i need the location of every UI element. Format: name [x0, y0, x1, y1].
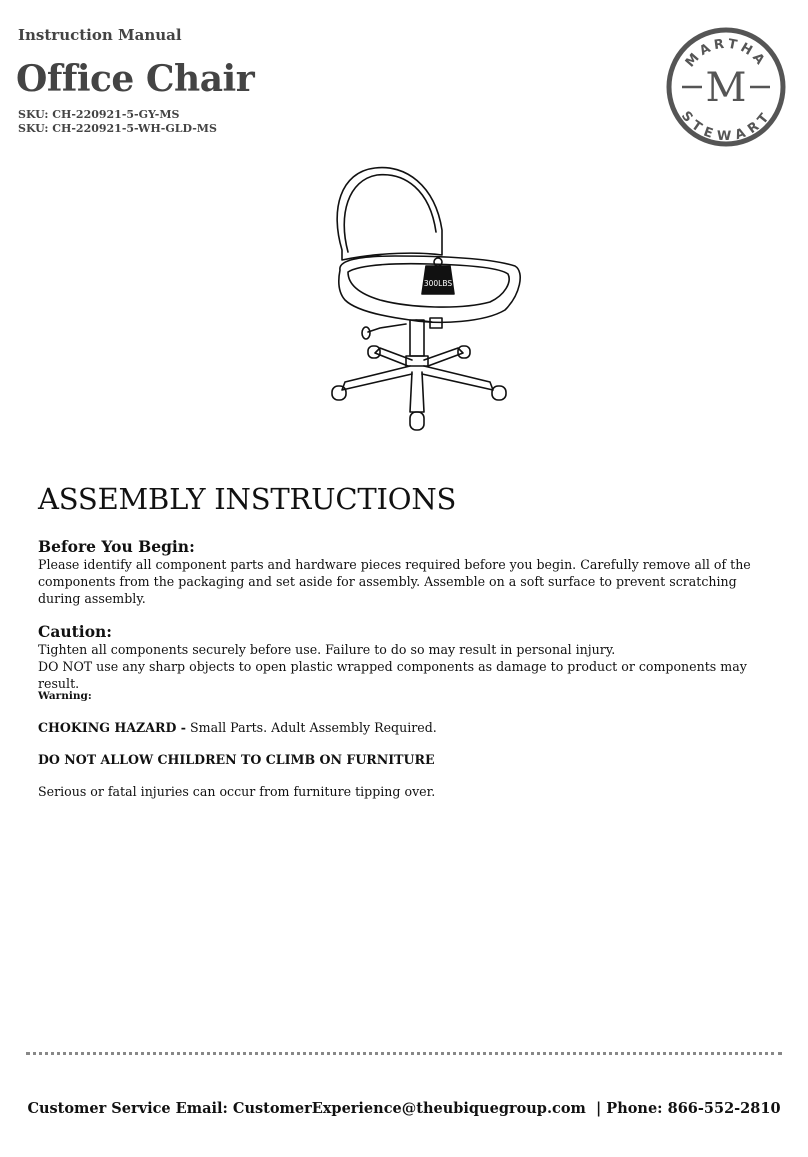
email-address[interactable]: CustomerExperience@theubiquegroup.com [232, 1100, 586, 1117]
caution-line-1: Tighten all components securely before use. Failure to do so may result in personal injury. [38, 642, 616, 657]
caution-text [38, 641, 778, 692]
climb-warning: DO NOT ALLOW CHILDREN TO CLIMB ON FURNITURE [38, 752, 435, 767]
weight-label: 300LBS [423, 279, 453, 288]
footer-separator: | [595, 1100, 602, 1117]
caution-line-2: DO NOT use any sharp objects to open plastic wrapped components as damage to product or components may result. [38, 659, 747, 691]
sku-line-2: SKU: CH-220921-5-WH-GLD-MS [18, 122, 217, 135]
page-title: Office Chair [16, 58, 255, 100]
tip-over-warning: Serious or fatal injuries can occur from furniture tipping over. [38, 784, 436, 799]
office-chair-illustration [320, 160, 530, 440]
before-you-begin-title: Before You Begin: [38, 537, 195, 556]
footer-contact [0, 1100, 808, 1117]
martha-stewart-logo [665, 26, 787, 148]
logo-top-text: MARTHA [682, 36, 770, 71]
choking-hazard-label: CHOKING HAZARD - [38, 720, 187, 735]
svg-text:STEWART [678, 109, 774, 144]
caution-title: Caution: [38, 622, 113, 641]
warning-label: Warning: [38, 690, 92, 702]
logo-bottom-text: STEWART [678, 108, 774, 144]
choking-hazard-text: Small Parts. Adult Assembly Required. [186, 720, 437, 735]
footer-divider [26, 1052, 782, 1055]
choking-hazard-warning [38, 720, 437, 735]
sku-line-1: SKU: CH-220921-5-GY-MS [18, 108, 180, 121]
email-label: Customer Service Email: [27, 1100, 228, 1117]
logo-monogram: M [705, 65, 747, 111]
document-kind: Instruction Manual [18, 26, 182, 44]
section-heading: ASSEMBLY INSTRUCTIONS [38, 482, 457, 516]
phone-number[interactable]: 866-552-2810 [667, 1100, 781, 1117]
phone-label: Phone: [606, 1100, 663, 1117]
before-you-begin-text: Please identify all component parts and hardware pieces required before you begin. Carefully remove all of the components from the packaging and set aside for assembly. Assemble on a soft surface to prevent scratching during assembly. [38, 557, 751, 606]
